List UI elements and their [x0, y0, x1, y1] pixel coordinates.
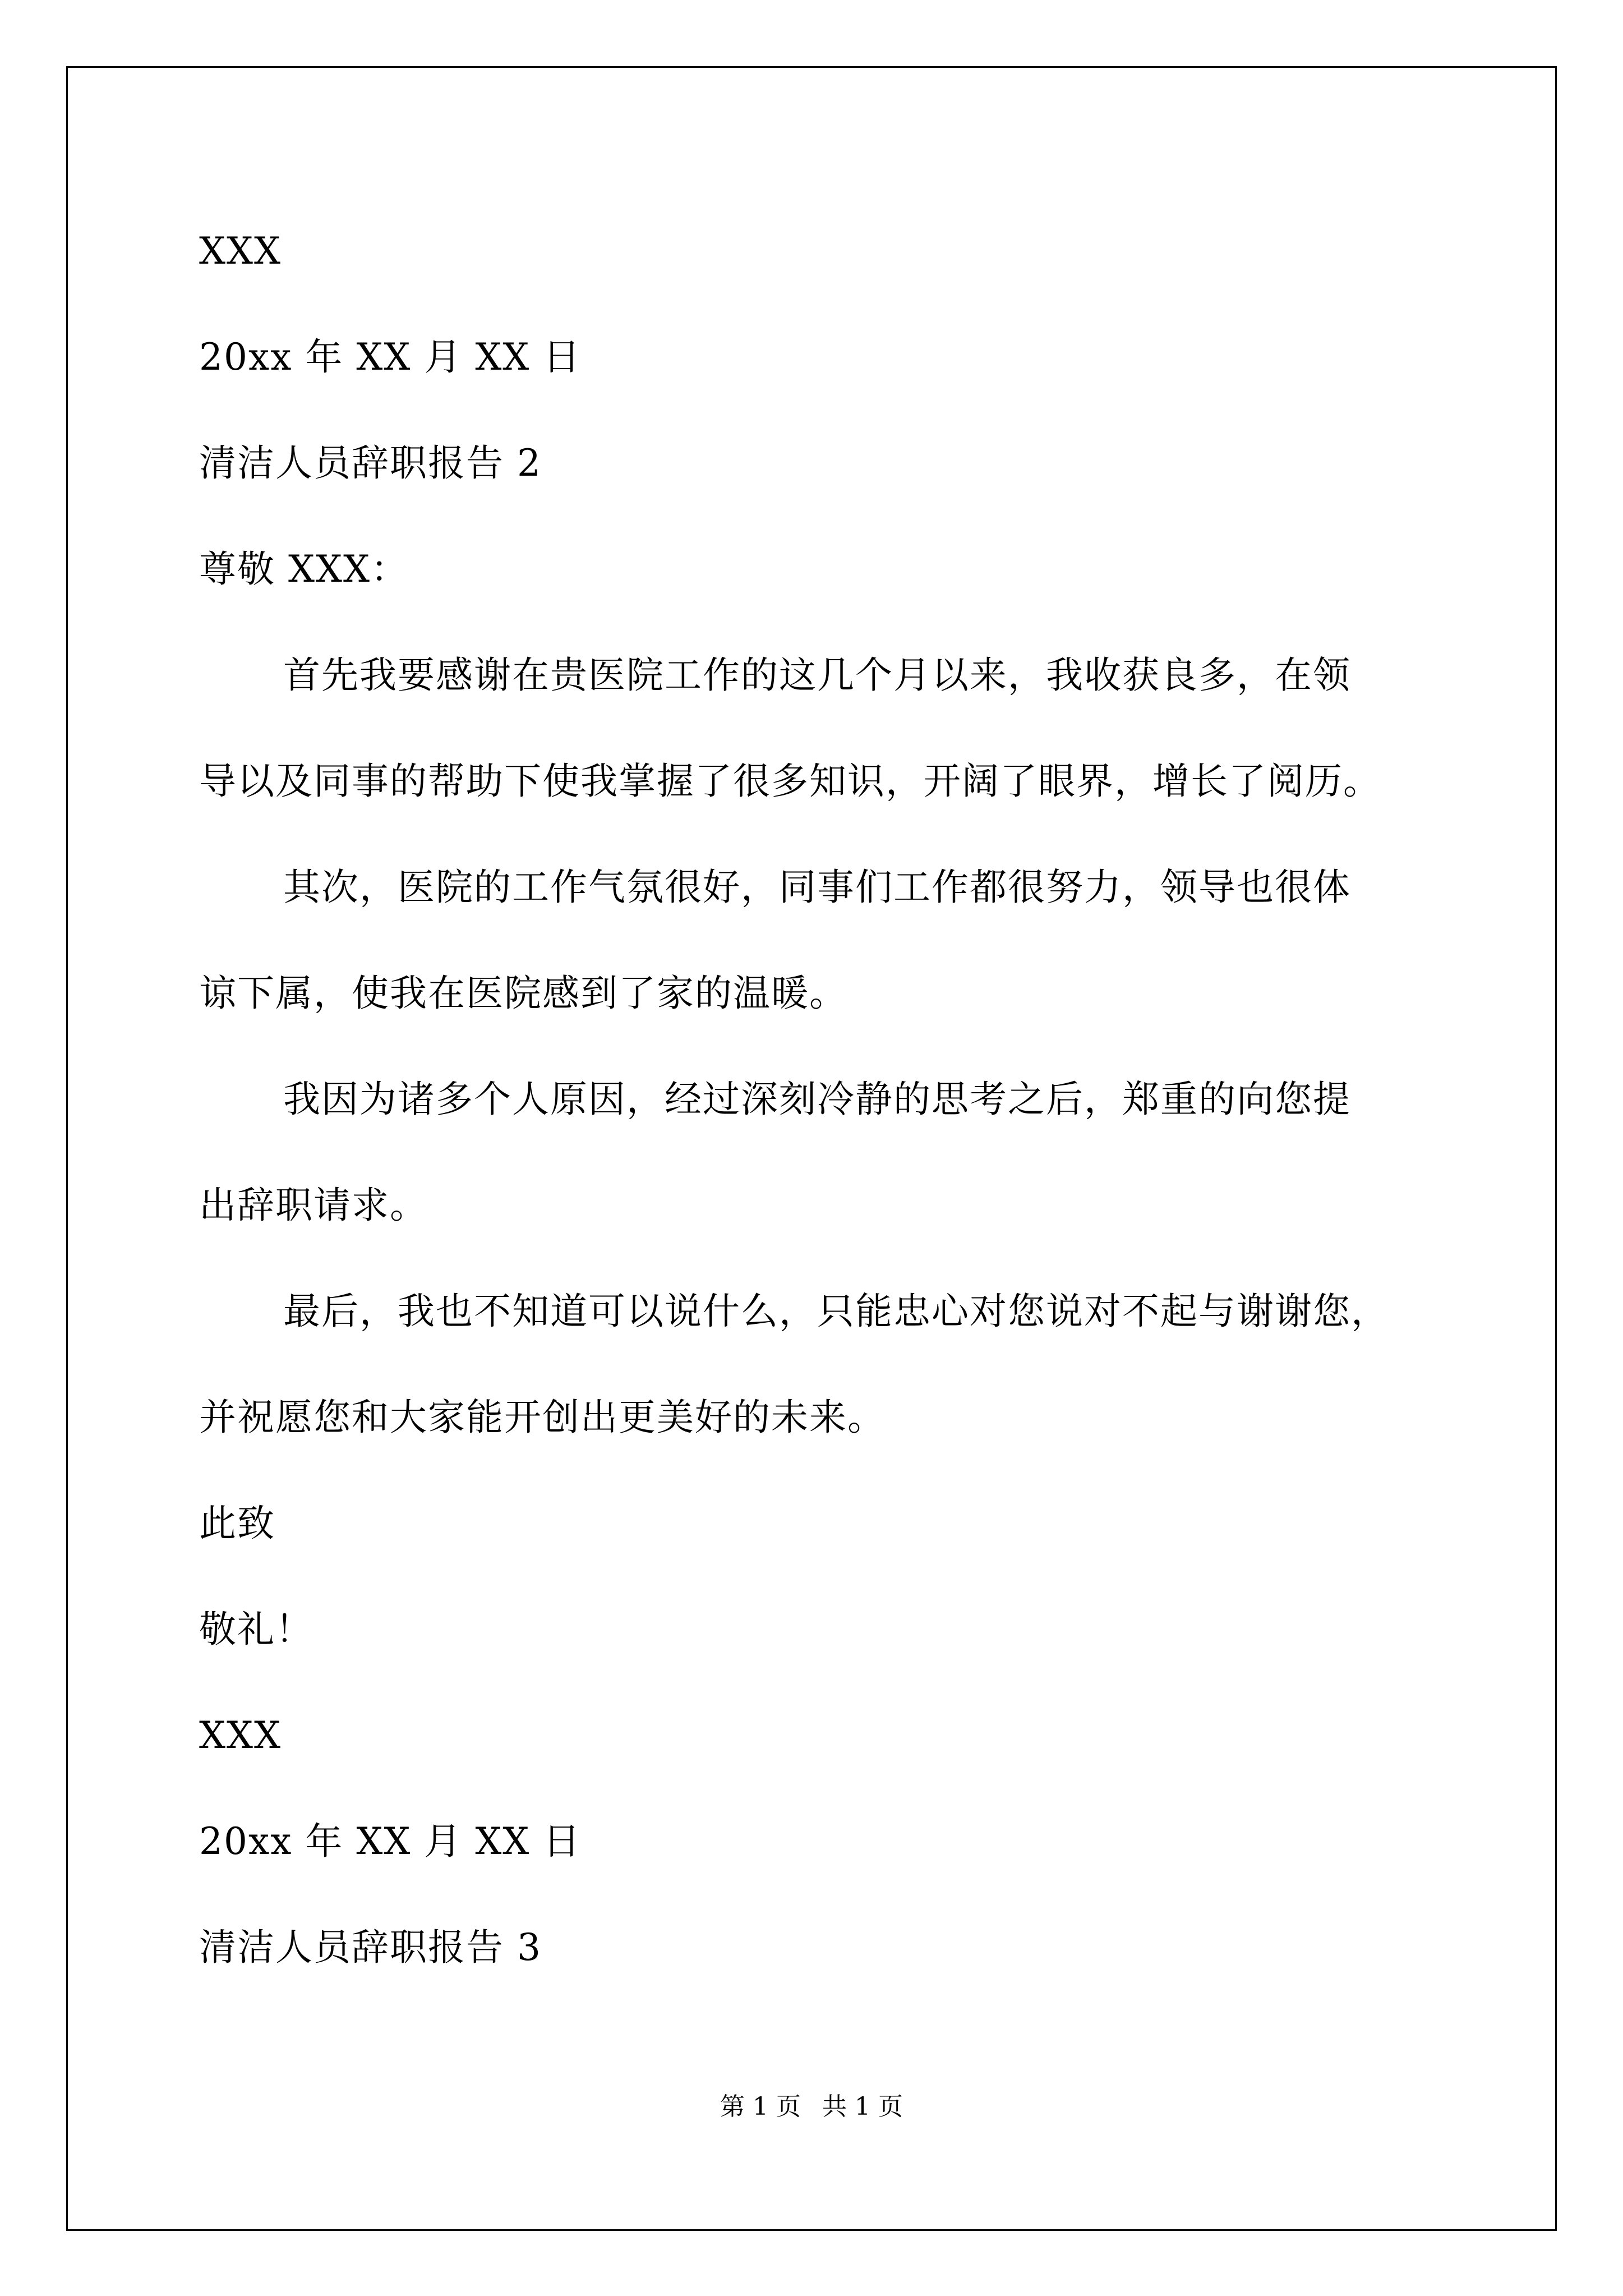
- total-pages: 共 1 页: [822, 2092, 903, 2121]
- signature-date: 20xx 年 XX 月 XX 日: [199, 1820, 582, 1863]
- paragraph-4-line-2: 并祝愿您和大家能开创出更美好的未来。: [199, 1396, 886, 1439]
- sender-name: XXX: [199, 229, 282, 273]
- paragraph-4-line-1: 最后，我也不知道可以说什么，只能忠心对您说对不起与谢谢您，: [283, 1290, 1389, 1333]
- paragraph-2-line-1: 其次，医院的工作气氛很好，同事们工作都很努力，领导也很体: [283, 866, 1351, 909]
- paragraph-2-line-2: 谅下属，使我在医院感到了家的温暖。: [199, 972, 847, 1015]
- date-line: 20xx 年 XX 月 XX 日: [199, 335, 582, 379]
- paragraph-3-line-1: 我因为诸多个人原因，经过深刻冷静的思考之后，郑重的向您提: [283, 1078, 1351, 1121]
- page-number: 第 1 页: [720, 2092, 801, 2121]
- paragraph-1-line-1: 首先我要感谢在贵医院工作的这几个月以来，我收获良多，在领: [283, 654, 1351, 697]
- page-border: [66, 66, 1557, 2231]
- salutation: 尊敬 XXX：: [199, 547, 409, 591]
- page-footer: [0, 2091, 1623, 2123]
- closing-phrase: 此致: [199, 1502, 275, 1545]
- signature-name: XXX: [199, 1714, 282, 1757]
- paragraph-3-line-2: 出辞职请求。: [199, 1184, 428, 1227]
- next-section-title: 清洁人员辞职报告 3: [199, 1926, 542, 1969]
- section-title: 清洁人员辞职报告 2: [199, 441, 542, 485]
- paragraph-1-line-2: 导以及同事的帮助下使我掌握了很多知识，开阔了眼界，增长了阅历。: [199, 760, 1381, 803]
- closing-salute: 敬礼！: [199, 1608, 313, 1651]
